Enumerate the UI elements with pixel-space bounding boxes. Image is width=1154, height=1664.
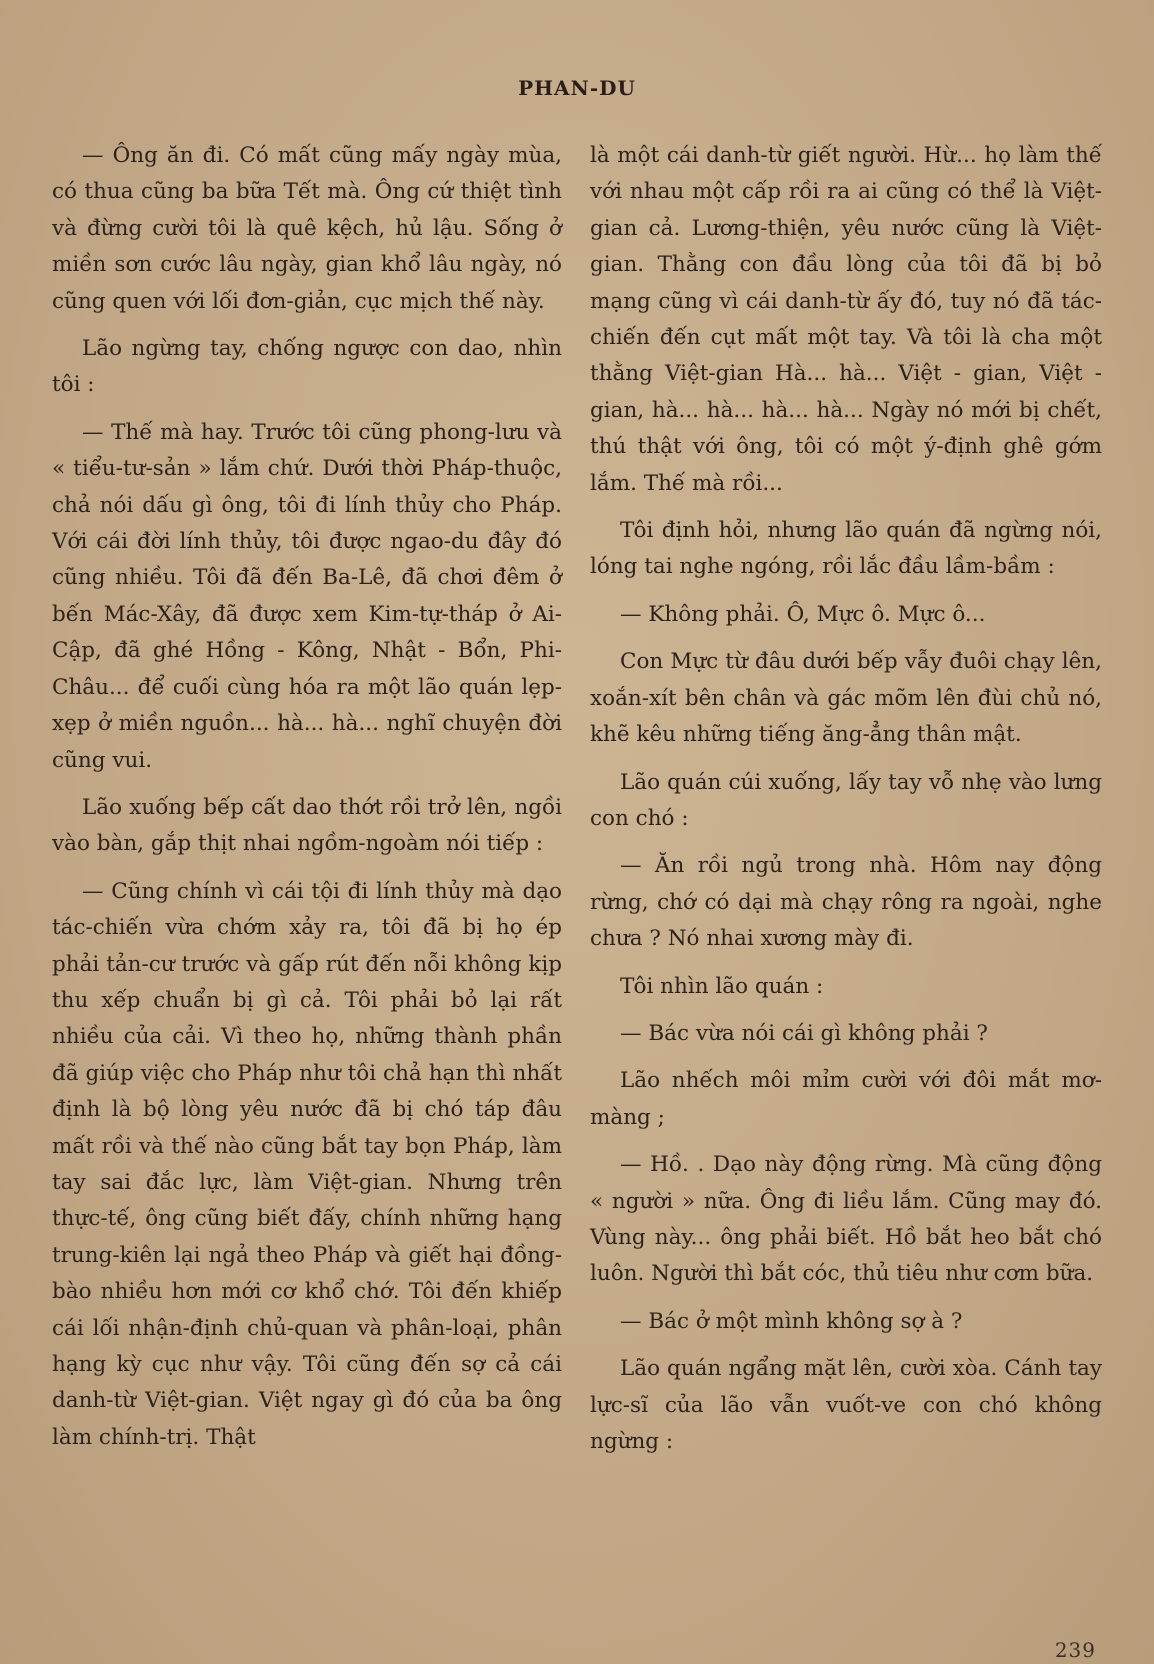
paragraph: Lão ngừng tay, chống ngược con dao, nhìn tôi :	[52, 336, 562, 398]
paragraph: Tôi nhìn lão quán :	[620, 973, 824, 999]
paragraph: — Thế mà hay. Trước tôi cũng phong-lưu và « tiểu-tư-sản » lắm chứ. Dưới thời Pháp-thuộc, chả nói dấu gì ông, tôi đi lính thủy cho Pháp. Với cái đời lính thủy, tôi được ngao-du đây đó cũng nhiều. Tôi đã đến Ba-Lê, đã chơi đêm ở bến Mác-Xây, đã được xem Kim-tự-tháp ở Ai-Cập, đã ghé Hồng - Kông, Nhật - Bổn, Phi-Châu... để cuối cùng hóa ra một lão quán lẹp-xẹp ở miền nguồn... hà... hà... nghĩ chuyện đời cũng vui.	[52, 419, 562, 773]
left-column	[52, 138, 562, 1456]
paragraph: — Ông ăn đi. Có mất cũng mấy ngày mùa, có thua cũng ba bữa Tết mà. Ông cứ thiệt tình và đừng cười tôi là quê kệch, hủ lậu. Sống ở miền sơn cước lâu ngày, gian khổ lâu ngày, nó cũng quen với lối đơn-giản, cục mịch thế này.	[52, 143, 562, 314]
paragraph: — Cũng chính vì cái tội đi lính thủy mà dạo tác-chiến vừa chớm xảy ra, tôi đã bị họ ép phải tản-cư trước và gấp rút đến nỗi không kịp thu xếp chuẩn bị gì cả. Tôi phải bỏ lại rất nhiều của cải. Vì theo họ, những thành phần đã giúp việc cho Pháp như tôi chả hạn thì nhất định là bộ lòng yêu nước đã bị chó táp đâu mất rồi và thế nào cũng bắt tay bọn Pháp, làm tay sai đắc lực, làm Việt-gian. Nhưng trên thực-tế, ông cũng biết đấy, chính những hạng trung-kiên lại ngả theo Pháp và giết hại đồng-bào nhiều hơn mới cơ khổ chớ. Tôi đến khiếp cái lối nhận-định chủ-quan và phân-loại, phân hạng kỳ cục như vậy. Tôi cũng đến sợ cả cái danh-từ Việt-gian. Việt ngay gì đó của ba ông làm chính-trị. Thật	[52, 878, 562, 1450]
running-header: PHAN-DU	[518, 76, 636, 100]
paragraph: là một cái danh-từ giết người. Hừ... họ làm thế với nhau một cấp rồi ra ai cũng có thể là Việt-gian cả. Lương-thiện, yêu nước cũng là Việt-gian. Thằng con đầu lòng của tôi đã bị bỏ mạng cũng vì cái danh-từ ấy đó, tuy nó đã tác-chiến đến cụt mất một tay. Và tôi là cha một thằng Việt-gian Hà... hà... Việt - gian, Việt - gian, hà... hà... hà... hà... Ngày nó mới bị chết, thú thật với ông, tôi có một ý-định ghê gớm lắm. Thế mà rồi...	[590, 143, 1102, 496]
paragraph: — Hồ. . Dạo này động rừng. Mà cũng động « người » nữa. Ông đi liều lắm. Cũng may đó. Vùng này... ông phải biết. Hồ bắt heo bắt chó luôn. Người thì bắt cóc, thủ tiêu như cơm bữa.	[590, 1152, 1102, 1287]
paragraph: Lão nhếch môi mỉm cười với đôi mắt mơ-màng ;	[590, 1068, 1102, 1130]
paragraph: Tôi định hỏi, nhưng lão quán đã ngừng nói, lóng tai nghe ngóng, rồi lắc đầu lầm-bầm :	[590, 518, 1102, 580]
paragraph: Lão quán ngẩng mặt lên, cười xòa. Cánh tay lực-sĩ của lão vẫn vuốt-ve con chó không ngừng :	[590, 1356, 1102, 1454]
paragraph: — Bác vừa nói cái gì không phải ?	[620, 1020, 988, 1046]
paragraph: — Bác ở một mình không sợ à ?	[620, 1308, 963, 1334]
paragraph: — Ăn rồi ngủ trong nhà. Hôm nay động rừng, chớ có dại mà chạy rông ra ngoài, nghe chưa ? Nó nhai xương mày đi.	[590, 853, 1102, 952]
paragraph: Lão xuống bếp cất dao thớt rồi trở lên, ngồi vào bàn, gắp thịt nhai ngồm-ngoàm nói tiếp :	[52, 794, 562, 857]
paragraph: — Không phải. Ô, Mực ô. Mực ô...	[620, 601, 986, 627]
right-column	[590, 138, 1102, 1460]
paragraph: Con Mực từ đâu dưới bếp vẫy đuôi chạy lên, xoắn-xít bên chân và gác mõm lên đùi chủ nó, khẽ kêu những tiếng ăng-ẳng thân mật.	[590, 649, 1102, 748]
page-number: 239	[1054, 1638, 1096, 1662]
paragraph: Lão quán cúi xuống, lấy tay vỗ nhẹ vào lưng con chó :	[590, 769, 1102, 831]
